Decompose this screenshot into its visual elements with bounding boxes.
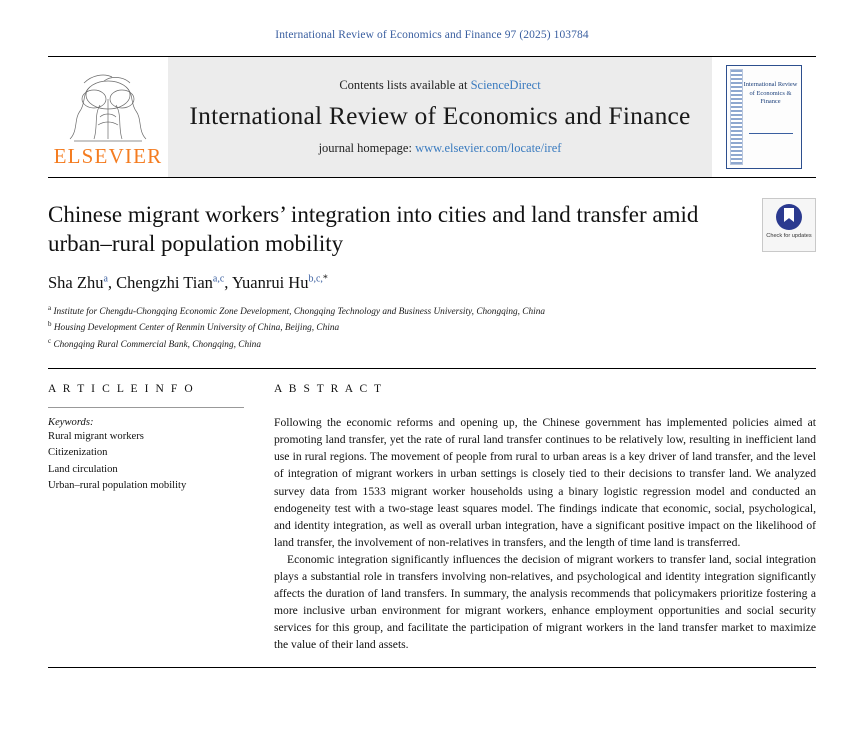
running-head: International Review of Economics and Finance 97 (2025) 103784 — [275, 29, 589, 41]
crossmark-label: Check for updates — [766, 233, 812, 239]
affiliation-item — [48, 319, 816, 336]
abstract-heading: A B S T R A C T — [274, 383, 384, 396]
author-item — [232, 273, 328, 292]
journal-cover — [712, 57, 816, 177]
affiliation-list — [48, 303, 816, 353]
keywords-list — [48, 429, 246, 493]
abstract-paragraph: Following the economic reforms and opening up, the Chinese government has implemented policies aimed at promoting land transfer, yet the rate of rural land transfer continues to be relatively low, resulting in inefficient land use in rural regions. The movement of people from rural to urban areas is a key driver of land transfer, and the level of integration of migrant workers in urban settings is closely tied to their decisions to transfer land. We analyzed survey data from 1533 migrant worker households using a binary logistic regression model and conducted an endogeneity test with a two-stage least squares model. The findings indicate that economic, social, psychological, and identity integration, as well as overall urban integration, have a significant positive impact on the likelihood of land transfer, the involvement of non-relatives in transfers, and the length of time land is transferred. — [274, 416, 816, 549]
keyword-item: Land circulation — [48, 463, 118, 475]
contents-line — [339, 78, 540, 93]
crossmark-badge[interactable] — [762, 198, 816, 252]
affiliation-text: Institute for Chengdu-Chongqing Economic Zone Development, Chongqing Technology and Business University, Chongqing, China — [53, 306, 546, 317]
corresponding-author-marker: * — [322, 273, 328, 285]
author-item — [116, 273, 232, 292]
author-affiliation-marker: a,c — [212, 273, 225, 285]
title-block — [48, 200, 816, 259]
affiliation-item — [48, 303, 816, 320]
publisher-logo — [48, 57, 168, 177]
affiliation-marker: b — [48, 320, 52, 329]
author-affiliation-marker: b,c, — [308, 273, 323, 285]
author-affiliation-marker: a — [103, 273, 108, 285]
section-divider — [48, 368, 816, 369]
abstract-body — [274, 414, 816, 652]
keyword-item: Rural migrant workers — [48, 431, 144, 443]
keyword-item: Urban–rural population mobility — [48, 479, 187, 491]
author-separator: , — [224, 272, 232, 292]
journal-title: International Review of Economics and Finance — [189, 101, 691, 130]
affiliation-marker: c — [48, 336, 52, 345]
author-name: Sha Zhu — [48, 272, 104, 292]
masthead-center — [168, 57, 712, 177]
crossmark-icon — [776, 204, 802, 230]
journal-masthead — [48, 56, 816, 178]
author-name: Yuanrui Hu — [231, 272, 309, 292]
cover-body — [743, 69, 798, 165]
abstract-column — [274, 383, 816, 652]
sciencedirect-link[interactable]: ScienceDirect — [470, 78, 541, 92]
homepage-url-link[interactable]: www.elsevier.com/locate/iref — [415, 141, 562, 155]
elsevier-wordmark: ELSEVIER — [53, 144, 163, 168]
author-separator: , — [107, 272, 117, 292]
cover-title: International Review of Economics & Finance — [743, 81, 798, 106]
affiliation-text: Chongqing Rural Commercial Bank, Chongqing, China — [53, 339, 261, 350]
page-title: Chinese migrant workers’ integration into cities and land transfer amid urban–rural population mobility — [48, 202, 699, 257]
abstract-paragraph: Economic integration significantly influences the decision of migrant workers to transfer land, social integration plays a substantial role in transfers involving non-relatives, and psychological and identity integration significantly affects the duration of land transfers. In summary, the analysis recommends that policymakers prioritize fostering a more inclusive urban environment for migrant workers, enhance employment opportunities and social security services for this group, and facilitate the participation of migrant workers in the land transfer market to maximize the value of their land assets. — [274, 552, 816, 651]
cover-barcode-strip — [730, 69, 743, 165]
author-name: Chengzhi Tian — [116, 272, 213, 292]
article-info-divider — [48, 407, 244, 408]
contents-prefix: Contents lists available at — [339, 78, 468, 92]
author-list — [48, 273, 816, 293]
article-info-heading: A R T I C L E I N F O — [48, 383, 195, 396]
elsevier-tree-icon — [64, 69, 152, 145]
affiliation-marker: a — [48, 303, 52, 312]
homepage-line — [319, 141, 562, 156]
cover-divider — [749, 133, 793, 134]
bottom-divider — [48, 667, 816, 668]
journal-cover-image — [726, 65, 802, 169]
author-item — [48, 273, 116, 292]
homepage-prefix: journal homepage: — [318, 141, 412, 155]
keywords-label: Keywords: — [48, 417, 94, 429]
keyword-item: Citizenization — [48, 447, 108, 459]
info-abstract-row — [48, 383, 816, 652]
article-info-column — [48, 383, 274, 652]
affiliation-item — [48, 336, 816, 353]
affiliation-text: Housing Development Center of Renmin University of China, Beijing, China — [53, 323, 340, 334]
